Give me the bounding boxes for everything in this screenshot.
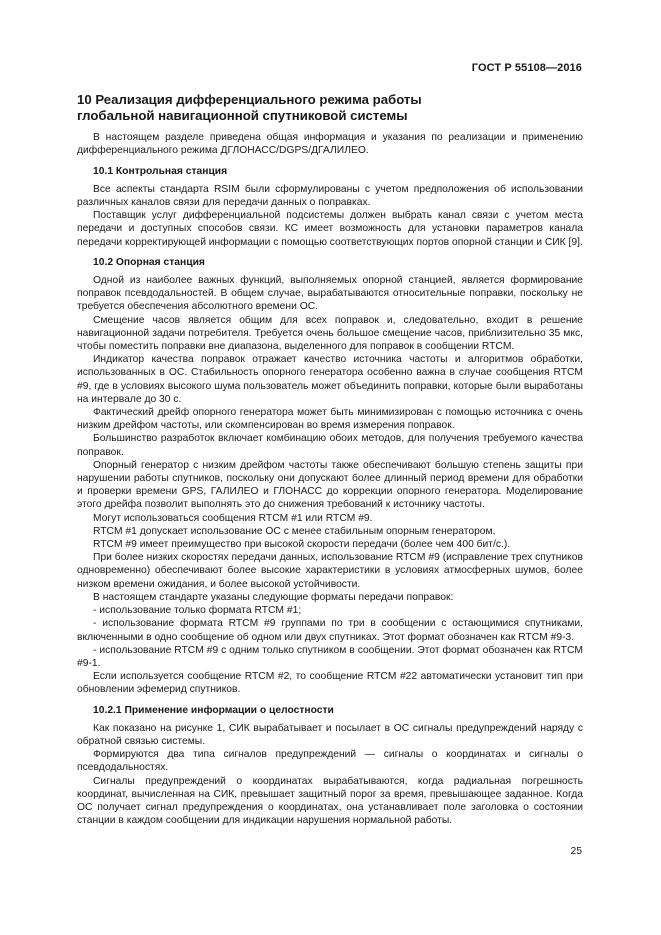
paragraph: Как показано на рисунке 1, СИК вырабатывает и посылает в ОС сигналы предупреждений наряду с обратной связью системы. [77,722,583,747]
paragraph: При более низких скоростях передачи данных, использование RTCM #9 (исправление трех спутников одновременно) обеспечивают более высокие характеристики в условиях атмосферных шумов, более низком времени ожидания, и более высокой устойчивости. [77,552,583,590]
subsection-heading-10-2-1: 10.2.1 Применение информации о целостности [93,704,334,716]
paragraph: Большинство разработок включает комбинацию обоих методов, для получения требуемого качества поправок. [77,433,583,458]
paragraph: Смещение часов является общим для всех поправок и, следовательно, входит в решение навигационной задачи потребителя. Требуется очень большое смещение часов, приблизительно 35 мкс, чтобы поместить поправки вне диапазона, выделенного для поправок в сообщении RTCM. [77,314,583,353]
subsection-heading-10-2: 10.2 Опорная станция [93,256,205,268]
paragraph: Могут использоваться сообщения RTCM #1 или RTCM #9. [93,512,373,524]
section-title-line-2: глобальной навигационной спутниковой системы [77,107,408,123]
subsection-heading-10-1: 10.1 Контрольная станция [93,165,228,177]
paragraph: Фактический дрейф опорного генератора может быть минимизирован с помощью источника с очень низким дрейфом частоты, или скомпенсирован во время измерения поправок. [77,407,583,432]
section-intro: В настоящем разделе приведена общая информация и указания по реализации и применению дифференциального режима ДГЛОНАСС/DGPS/ДГАЛИЛЕО. [77,132,583,157]
list-item: - использование только формата RTCM #1; [93,605,302,617]
list-item: - использование RTCM #9 с одним только спутником в сообщении. Этот формат обозначен как RTCM #9-1. [77,644,583,669]
paragraph: Если используется сообщение RTCM #2, то сообщение RTCM #22 автоматически установит тип при обновлении эфемерид спутников. [77,671,583,696]
paragraph: Индикатор качества поправок отражает качество источника частоты и алгоритмов обработки, использованных в ОС. Стабильность опорного генератора особенно важна в случае сообщения RTCM #9, где в условиях высокого шума пользователь может объединить поправки, которые были выработаны на интервале до 30 с. [77,354,583,405]
paragraph: Все аспекты стандарта RSIM были сформулированы с учетом предположения об использовании различных каналов связи для передачи данных о поправках. [77,183,583,208]
page-content [77,92,583,827]
paragraph: В настоящем стандарте указаны следующие форматы передачи поправок: [93,591,454,603]
standard-number: ГОСТ Р 55108—2016 [471,62,582,74]
paragraph: Одной из наиболее важных функций, выполняемых опорной станцией, является формирование поправок псевдодальностей. В общем случае, вырабатываются относительные поправки, поскольку не требуется обеспечения абсолютного времени ОС. [77,275,583,313]
paragraph: Поставщик услуг дифференциальной подсистемы должен выбрать канал связи с учетом места передачи и доступных способов связи. КС имеет возможность для установки параметров канала передачи корректирующей информации с помощью соответствующих портов опорной станции и СИК [9]. [77,210,583,248]
paragraph: RTCM #9 имеет преимущество при высокой скорости передачи (более чем 400 бит/с.). [93,539,511,551]
paragraph: Формируются два типа сигналов предупреждений — сигналы о координатах и сигналы о псевдодальностях. [77,749,583,774]
paragraph: RTCM #1 допускает использование ОС с менее стабильным опорным генератором. [93,525,496,537]
paragraph: Сигналы предупреждений о координатах вырабатываются, когда радиальная погрешность координат, вычисленная на СИК, превышает защитный порог за время, превышающее заданное. Когда ОС получает сигнал предупреждения о координатах, она устанавливает поле заголовка о состоянии станции в каждом сообщении для индикации нарушения нормальной работы. [77,775,583,827]
section-title-line-1: 10 Реализация дифференциального режима работы [77,92,422,107]
list-item: - использование формата RTCM #9 группами по три в сообщении с остающимися спутниками, включенными в одно сообщение об одном или двух спутниках. Этот формат обозначен как RTCM #9-3. [77,618,583,643]
section-title [77,92,583,123]
paragraph: Опорный генератор с низким дрейфом частоты также обеспечивают большую степень защиты при нарушении работы спутников, поскольку они допускают более длинный период времени для обработки и проверки времени GPS, ГАЛИЛЕО и ГЛОНАСС до коррекции опорного генератора. Моделирование этого дрейфа позволит выполнять это до снижения требований к источнику частоты. [77,459,583,511]
page-number: 25 [570,846,582,857]
